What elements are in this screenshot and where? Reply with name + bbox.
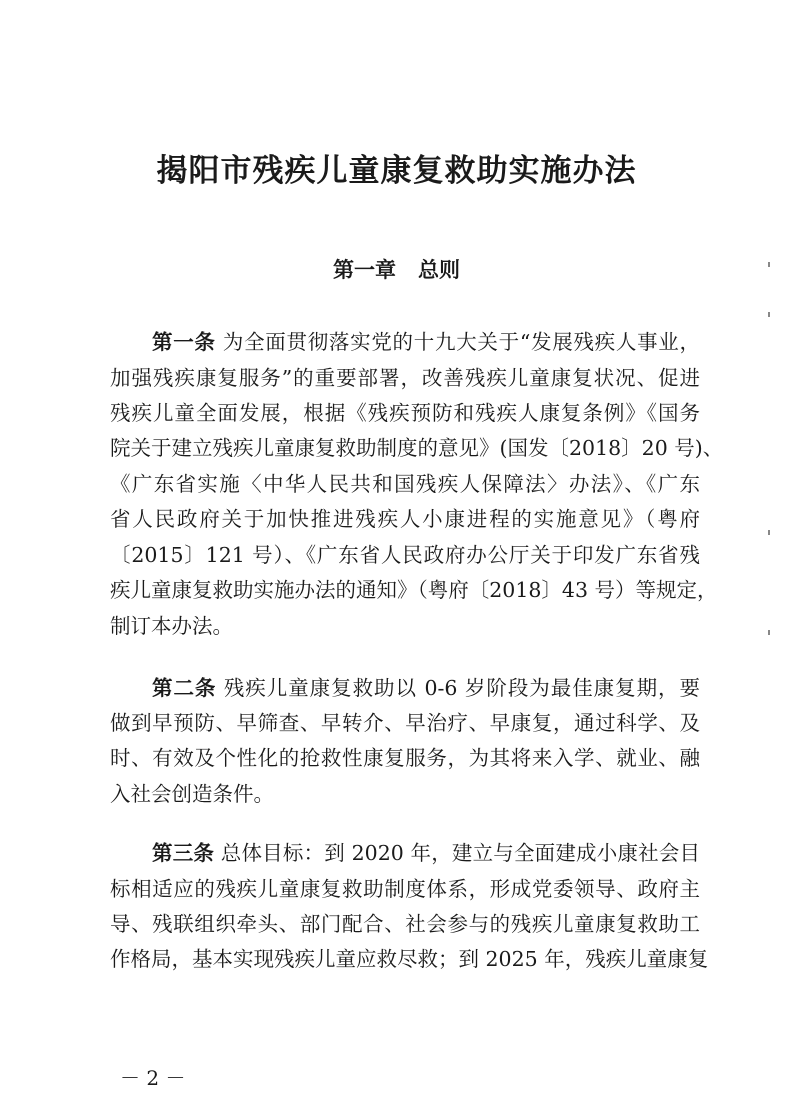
body-text: 院关于建立残疾儿童康复救助制度的意见》(国发〔2018〕20 号)、 <box>110 436 724 460</box>
body-line <box>152 327 700 357</box>
body-text: 时、有效及个性化的抢救性康复服务，为其将来入学、就业、融 <box>110 746 700 770</box>
body-text: 加强残疾康复服务”的重要部署，改善残疾儿童康复状况、促进 <box>110 366 700 390</box>
body-line <box>110 504 700 534</box>
article-number: 第二条 <box>152 676 217 700</box>
body-line <box>110 575 718 605</box>
body-line <box>110 743 700 773</box>
body-line <box>110 363 700 393</box>
body-text: 残疾儿童全面发展，根据《残疾预防和残疾人康复条例》《国务 <box>110 401 700 425</box>
body-line <box>152 673 700 703</box>
body-line <box>110 909 700 939</box>
body-text: 作格局，基本实现残疾儿童应救尽救；到 2025 年，残疾儿童康复 <box>110 947 709 971</box>
article-number: 第一条 <box>152 330 216 354</box>
body-text: 省人民政府关于加快推进残疾人小康进程的实施意见》（粤府 <box>110 507 700 531</box>
body-line <box>110 469 700 499</box>
scan-mark <box>768 262 770 267</box>
body-line <box>110 540 700 570</box>
body-text: 导、残联组织牵头、部门配合、社会参与的残疾儿童康复救助工 <box>110 912 700 936</box>
body-text: 疾儿童康复救助实施办法的通知》（粤府〔2018〕43 号）等规定， <box>110 578 718 602</box>
body-line <box>110 611 233 641</box>
chapter-heading <box>0 252 793 288</box>
scan-mark <box>768 530 770 535</box>
body-line <box>110 874 700 904</box>
body-line <box>110 398 700 428</box>
body-text: 《广东省实施〈中华人民共和国残疾人保障法〉办法》、《广东 <box>110 472 700 496</box>
chapter-number: 第一章 <box>333 257 396 282</box>
body-text: 〔2015〕121 号）、《广东省人民政府办公厅关于印发广东省残 <box>110 543 700 567</box>
body-text: 残疾儿童康复救助以 0-6 岁阶段为最佳康复期，要 <box>216 676 701 700</box>
body-line <box>110 708 700 738</box>
body-text: 做到早预防、早筛查、早转介、早治疗、早康复，通过科学、及 <box>110 711 700 735</box>
chapter-name: 总则 <box>418 257 460 282</box>
body-text: 入社会创造条件。 <box>110 782 274 806</box>
body-text: 制订本办法。 <box>110 614 233 638</box>
body-line <box>152 838 700 868</box>
body-line <box>110 779 274 809</box>
body-text: 总体目标：到 2020 年，建立与全面建成小康社会目 <box>214 841 701 865</box>
body-line <box>110 944 709 974</box>
body-text: 为全面贯彻落实党的十九大关于“发展残疾人事业， <box>215 330 701 354</box>
page-number: － 2 － <box>120 1066 186 1090</box>
body-text: 标相适应的残疾儿童康复救助制度体系，形成党委领导、政府主 <box>110 877 700 901</box>
document-title: 揭阳市残疾儿童康复救助实施办法 <box>156 153 637 189</box>
scan-mark <box>768 630 770 635</box>
body-line <box>110 433 724 463</box>
article-number: 第三条 <box>152 841 215 865</box>
scan-mark <box>768 312 770 317</box>
